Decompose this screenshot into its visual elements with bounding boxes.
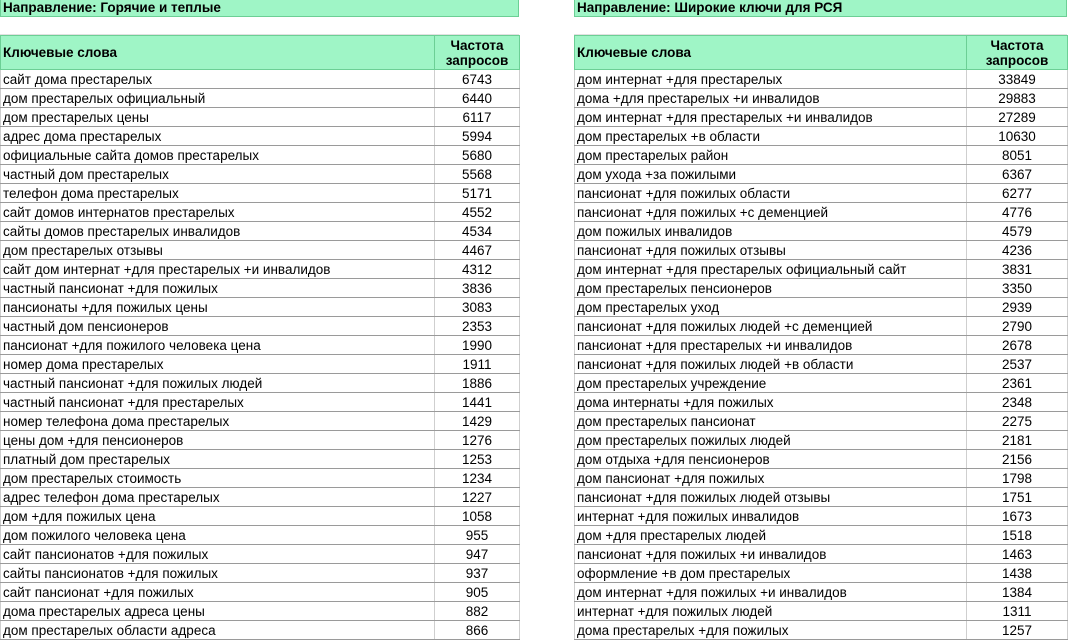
frequency-cell[interactable]: 1990 [435,336,520,355]
frequency-cell[interactable]: 1253 [435,450,520,469]
keyword-cell[interactable]: частный пансионат +для пожилых людей [1,374,435,393]
table-row [575,564,1068,583]
empty-row[interactable] [574,17,1067,35]
keyword-cell[interactable]: дом отдыха +для пенсионеров [575,450,967,469]
keyword-cell[interactable]: частный дом пенсионеров [1,317,435,336]
table-row [1,70,520,89]
frequency-cell[interactable]: 29883 [967,89,1068,108]
right-keyword-block [574,0,1067,640]
table-row [575,526,1068,545]
table-row [1,583,520,602]
table-row [1,203,520,222]
keyword-cell[interactable]: пансионат +для пожилых людей отзывы [575,488,967,507]
keyword-cell[interactable]: дом +для пожилых цена [1,507,435,526]
frequency-header-line2: запросов [985,52,1049,68]
table-row [1,412,520,431]
keyword-cell[interactable]: дом ухода +за пожилыми [575,165,967,184]
header-row [575,36,1068,70]
frequency-cell[interactable]: 6743 [435,70,520,89]
frequency-cell[interactable]: 4776 [967,203,1068,222]
frequency-cell[interactable]: 5171 [435,184,520,203]
table-row [575,279,1068,298]
table-row [575,184,1068,203]
keyword-cell[interactable]: сайт дома престарелых [1,70,435,89]
keyword-cell[interactable]: частный дом престарелых [1,165,435,184]
header-row [1,36,520,70]
keyword-cell[interactable]: оформление +в дом престарелых [575,564,967,583]
keyword-cell[interactable]: интернат +для пожилых инвалидов [575,507,967,526]
keyword-cell[interactable]: пансионат +для пожилых людей +в области [575,355,967,374]
keyword-cell[interactable]: сайт пансионатов +для пожилых [1,545,435,564]
table-row [1,89,520,108]
frequency-header-line1: Частота [450,37,504,53]
frequency-cell[interactable]: 1518 [967,526,1068,545]
table-row [1,469,520,488]
keyword-cell[interactable]: телефон дома престарелых [1,184,435,203]
keyword-cell[interactable]: дом престарелых +в области [575,127,967,146]
keyword-cell[interactable]: номер дома престарелых [1,355,435,374]
table-row [1,298,520,317]
table-row [575,431,1068,450]
frequency-cell[interactable]: 866 [435,621,520,640]
table-row [575,260,1068,279]
table-row [575,412,1068,431]
frequency-cell[interactable]: 2275 [967,412,1068,431]
keyword-cell[interactable]: пансионат +для престарелых +и инвалидов [575,336,967,355]
table-row [575,602,1068,621]
table-row [575,583,1068,602]
frequency-cell[interactable]: 2181 [967,431,1068,450]
table-row [1,146,520,165]
table-row [1,564,520,583]
frequency-cell[interactable]: 2353 [435,317,520,336]
left-table-body [1,70,520,640]
table-row [575,146,1068,165]
table-row [575,241,1068,260]
frequency-cell[interactable]: 2156 [967,450,1068,469]
frequency-header-line2: запросов [445,52,509,68]
left-direction-title[interactable]: Направление: Горячие и теплые [0,0,519,17]
frequency-cell[interactable]: 2939 [967,298,1068,317]
frequency-cell[interactable]: 1438 [967,564,1068,583]
table-row [1,108,520,127]
table-row [1,279,520,298]
frequency-cell[interactable]: 2790 [967,317,1068,336]
frequency-cell[interactable]: 5680 [435,146,520,165]
frequency-cell[interactable]: 882 [435,602,520,621]
frequency-cell[interactable]: 4236 [967,241,1068,260]
frequency-cell[interactable]: 2348 [967,393,1068,412]
frequency-cell[interactable]: 1429 [435,412,520,431]
frequency-column-header[interactable] [967,36,1068,70]
keyword-cell[interactable]: официальные сайта домов престарелых [1,146,435,165]
frequency-cell[interactable]: 1257 [967,621,1068,640]
table-row [575,70,1068,89]
table-row [575,374,1068,393]
frequency-cell[interactable]: 1463 [967,545,1068,564]
keyword-cell[interactable]: сайт пансионат +для пожилых [1,583,435,602]
table-row [1,336,520,355]
frequency-cell[interactable]: 6117 [435,108,520,127]
frequency-cell[interactable]: 1911 [435,355,520,374]
left-keyword-table [0,35,520,640]
frequency-cell[interactable]: 1886 [435,374,520,393]
table-row [575,393,1068,412]
table-row [575,108,1068,127]
frequency-header-line1: Частота [990,37,1044,53]
keyword-cell[interactable]: сайты пансионатов +для пожилых [1,564,435,583]
keyword-cell[interactable]: пансионат +для пожилых +и инвалидов [575,545,967,564]
frequency-cell[interactable]: 937 [435,564,520,583]
keyword-cell[interactable]: адрес дома престарелых [1,127,435,146]
keyword-cell[interactable]: дом престарелых цены [1,108,435,127]
keyword-cell[interactable]: дом интернат +для пожилых +и инвалидов [575,583,967,602]
frequency-cell[interactable]: 8051 [967,146,1068,165]
table-row [575,222,1068,241]
right-keyword-table [574,35,1068,640]
table-row [575,545,1068,564]
frequency-cell[interactable]: 2361 [967,374,1068,393]
table-row [1,374,520,393]
frequency-cell[interactable]: 3083 [435,298,520,317]
keyword-cell[interactable]: адрес телефон дома престарелых [1,488,435,507]
table-row [575,355,1068,374]
keywords-column-header[interactable]: Ключевые слова [1,36,435,70]
frequency-cell[interactable]: 3350 [967,279,1068,298]
keyword-cell[interactable]: пансионат +для пожилых +с деменцией [575,203,967,222]
keyword-cell[interactable]: дом пансионат +для пожилых [575,469,967,488]
keyword-cell[interactable]: платный дом престарелых [1,450,435,469]
table-row [1,260,520,279]
keyword-cell[interactable]: пансионат +для пожилого человека цена [1,336,435,355]
table-row [1,317,520,336]
keyword-cell[interactable]: дома престарелых +для пожилых [575,621,967,640]
keyword-cell[interactable]: дом престарелых области адреса [1,621,435,640]
frequency-cell[interactable]: 33849 [967,70,1068,89]
frequency-cell[interactable]: 1673 [967,507,1068,526]
table-row [575,488,1068,507]
keyword-cell[interactable]: частный пансионат +для престарелых [1,393,435,412]
keyword-cell[interactable]: дома интернаты +для пожилых [575,393,967,412]
frequency-cell[interactable]: 4579 [967,222,1068,241]
keyword-cell[interactable]: дом пожилых инвалидов [575,222,967,241]
frequency-cell[interactable]: 5994 [435,127,520,146]
table-row [1,450,520,469]
table-row [1,526,520,545]
keyword-cell[interactable]: дом престарелых учреждение [575,374,967,393]
frequency-cell[interactable]: 27289 [967,108,1068,127]
keyword-cell[interactable]: дом интернат +для престарелых официальный сайт [575,260,967,279]
frequency-cell[interactable]: 1227 [435,488,520,507]
keyword-cell[interactable]: пансионат +для пожилых людей +с деменцией [575,317,967,336]
table-row [575,203,1068,222]
right-direction-title[interactable]: Направление: Широкие ключи для РСЯ [574,0,1067,17]
keyword-cell[interactable]: пансионат +для пожилых области [575,184,967,203]
keyword-cell[interactable]: дом престарелых пожилых людей [575,431,967,450]
keyword-cell[interactable]: номер телефона дома престарелых [1,412,435,431]
frequency-cell[interactable]: 4312 [435,260,520,279]
keyword-cell[interactable]: дома +для престарелых +и инвалидов [575,89,967,108]
frequency-cell[interactable]: 1276 [435,431,520,450]
frequency-cell[interactable]: 1441 [435,393,520,412]
table-row [575,507,1068,526]
keyword-cell[interactable]: дом престарелых отзывы [1,241,435,260]
frequency-cell[interactable]: 6277 [967,184,1068,203]
keyword-cell[interactable]: цены дом +для пенсионеров [1,431,435,450]
frequency-cell[interactable]: 1311 [967,602,1068,621]
keyword-cell[interactable]: дома престарелых адреса цены [1,602,435,621]
table-row [575,450,1068,469]
frequency-column-header[interactable] [435,36,520,70]
frequency-cell[interactable]: 5568 [435,165,520,184]
table-row [1,184,520,203]
table-row [575,317,1068,336]
frequency-cell[interactable]: 955 [435,526,520,545]
frequency-cell[interactable]: 6367 [967,165,1068,184]
table-row [1,222,520,241]
keyword-cell[interactable]: пансионат +для пожилых отзывы [575,241,967,260]
frequency-cell[interactable]: 2537 [967,355,1068,374]
table-row [1,621,520,640]
right-table-body [575,70,1068,640]
frequency-cell[interactable]: 1234 [435,469,520,488]
frequency-cell[interactable]: 1058 [435,507,520,526]
frequency-cell[interactable]: 3831 [967,260,1068,279]
frequency-cell[interactable]: 1384 [967,583,1068,602]
frequency-cell[interactable]: 3836 [435,279,520,298]
empty-row[interactable] [0,17,519,35]
keyword-cell[interactable]: сайт дом интернат +для престарелых +и инвалидов [1,260,435,279]
keyword-cell[interactable]: дом престарелых пансионат [575,412,967,431]
table-row [1,545,520,564]
table-row [1,393,520,412]
frequency-cell[interactable]: 4534 [435,222,520,241]
table-row [1,241,520,260]
table-row [1,488,520,507]
frequency-cell[interactable]: 2678 [967,336,1068,355]
keyword-cell[interactable]: дом пожилого человека цена [1,526,435,545]
keyword-cell[interactable]: дом престарелых уход [575,298,967,317]
frequency-cell[interactable]: 905 [435,583,520,602]
keyword-cell[interactable]: сайт домов интернатов престарелых [1,203,435,222]
table-row [575,469,1068,488]
table-row [1,355,520,374]
keyword-cell[interactable]: дом интернат +для престарелых [575,70,967,89]
table-row [575,127,1068,146]
frequency-cell[interactable]: 6440 [435,89,520,108]
keyword-cell[interactable]: дом +для престарелых людей [575,526,967,545]
keyword-cell[interactable]: пансионаты +для пожилых цены [1,298,435,317]
keyword-cell[interactable]: дом престарелых пенсионеров [575,279,967,298]
keyword-cell[interactable]: дом интернат +для престарелых +и инвалидов [575,108,967,127]
frequency-cell[interactable]: 1798 [967,469,1068,488]
keywords-column-header[interactable]: Ключевые слова [575,36,967,70]
table-row [575,298,1068,317]
table-row [1,165,520,184]
table-row [575,89,1068,108]
table-row [1,507,520,526]
keyword-cell[interactable]: дом престарелых стоимость [1,469,435,488]
keyword-cell[interactable]: частный пансионат +для пожилых [1,279,435,298]
frequency-cell[interactable]: 947 [435,545,520,564]
frequency-cell[interactable]: 4552 [435,203,520,222]
left-keyword-block [0,0,519,640]
table-row [1,431,520,450]
table-row [1,602,520,621]
keyword-cell[interactable]: дом престарелых официальный [1,89,435,108]
table-row [575,336,1068,355]
keyword-cell[interactable]: сайты домов престарелых инвалидов [1,222,435,241]
keyword-cell[interactable]: дом престарелых район [575,146,967,165]
frequency-cell[interactable]: 10630 [967,127,1068,146]
frequency-cell[interactable]: 4467 [435,241,520,260]
frequency-cell[interactable]: 1751 [967,488,1068,507]
table-row [1,127,520,146]
table-row [575,165,1068,184]
keyword-cell[interactable]: интернат +для пожилых людей [575,602,967,621]
table-row [575,621,1068,640]
